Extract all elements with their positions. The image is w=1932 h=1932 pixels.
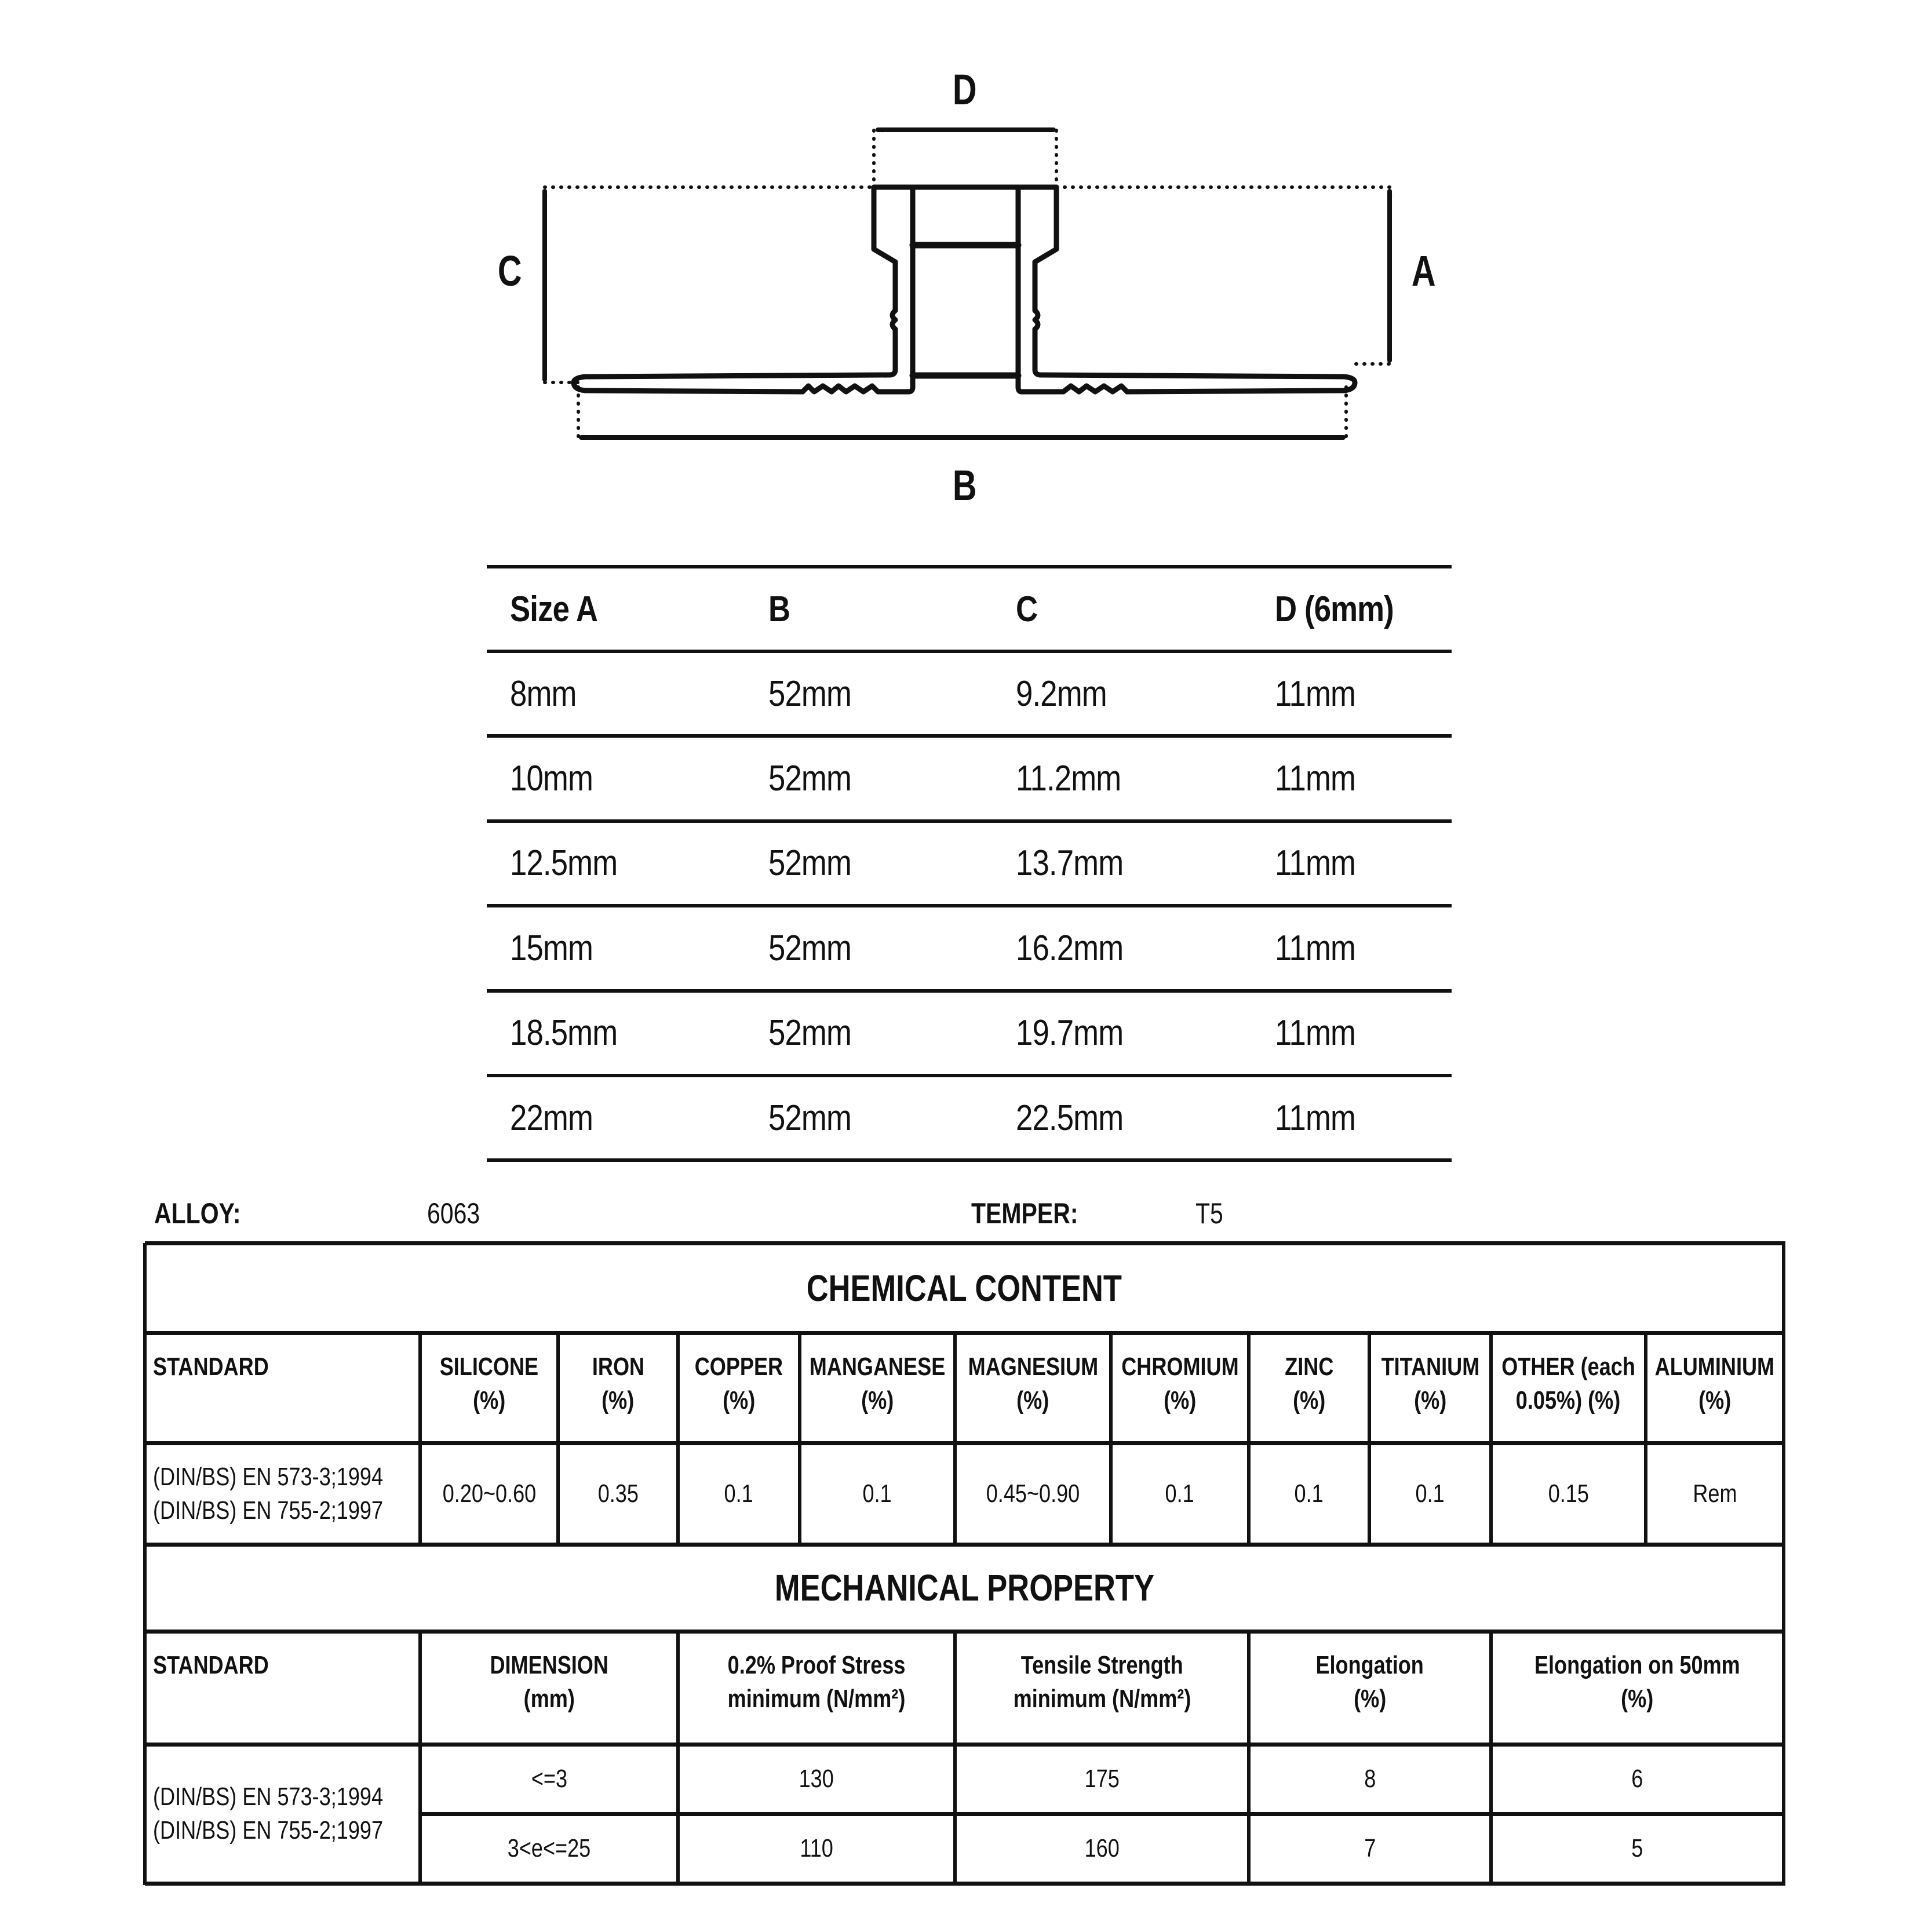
cell-text-stack (708, 1649, 925, 1716)
dimension-label-d: D (953, 65, 977, 114)
cell-b: 52mm (768, 843, 852, 884)
table-row (487, 993, 1452, 1077)
cell-text-stack (153, 1780, 433, 1847)
cell-text-stack (1642, 1350, 1788, 1417)
table-rule (1644, 1333, 1647, 1544)
cell-text: 0.2% Proof Stress (727, 1651, 906, 1679)
cell-text: (%) (472, 1386, 506, 1415)
cell-b: 52mm (768, 928, 852, 968)
chemical-value-cell (955, 1443, 1111, 1544)
cell-text: ZINC (1284, 1353, 1334, 1381)
cell-text: 0.1 (1165, 1479, 1195, 1508)
mechanical-header-cell (1249, 1631, 1491, 1744)
chemical-header-cell (955, 1333, 1111, 1443)
mechanical-value-cell (678, 1814, 955, 1883)
cell-c: 11.2mm (1016, 759, 1121, 799)
alloy-label: ALLOY: (154, 1197, 241, 1230)
cell-b: 52mm (768, 1013, 852, 1054)
chemical-value-cell (420, 1443, 558, 1544)
table-rule (1109, 1333, 1113, 1544)
cell-text: (%) (1016, 1386, 1049, 1415)
cell-text: STANDARD (153, 1353, 269, 1381)
cell-text: DIMENSION (490, 1651, 608, 1679)
table-rule (1489, 1631, 1493, 1883)
cell-text-stack (1487, 1350, 1650, 1417)
cell-text: 175 (1084, 1765, 1120, 1793)
table-rule (556, 1333, 560, 1544)
cell-b: 52mm (768, 759, 852, 799)
mechanical-value-cell (1249, 1814, 1491, 1883)
cell-text: 7 (1364, 1834, 1376, 1862)
cell-text: CHROMIUM (1121, 1353, 1239, 1381)
mechanical-value-cell (1249, 1744, 1491, 1814)
table-row (487, 907, 1452, 992)
chemical-header-cell (800, 1333, 955, 1443)
cell-text: Elongation on 50mm (1534, 1651, 1740, 1679)
table-rule (420, 1812, 1785, 1816)
cell-size-a: 12.5mm (510, 843, 618, 884)
temper-label: TEMPER: (971, 1197, 1078, 1230)
table-rule (145, 1331, 1785, 1335)
cell-text: IRON (592, 1353, 644, 1381)
cell-text: 3<e<=25 (507, 1834, 591, 1862)
cell-text: minimum (N/mm²) (1013, 1685, 1191, 1713)
cell-text: 160 (1084, 1834, 1120, 1862)
cell-text: MAGNESIUM (968, 1353, 1098, 1381)
cell-text: 0.05%) (%) (1516, 1386, 1621, 1415)
cell-text: 8 (1364, 1765, 1376, 1793)
cell-text: Tensile Strength (1020, 1651, 1183, 1679)
cell-text: 130 (799, 1765, 834, 1793)
chemical-value-cell (1249, 1443, 1369, 1544)
mechanical-header-cell (955, 1631, 1249, 1744)
size-table-header (487, 565, 1452, 653)
table-row (487, 738, 1452, 822)
cell-c: 22.5mm (1016, 1098, 1124, 1138)
table-rule (145, 1743, 1785, 1747)
temper-value: T5 (1195, 1197, 1223, 1230)
mechanical-value-cell (678, 1744, 955, 1814)
cell-text-stack (954, 1350, 1113, 1417)
cell-text: 0.1 (724, 1479, 754, 1508)
cell-text: <=3 (531, 1765, 567, 1793)
chemical-header-cell (1369, 1333, 1491, 1443)
cell-text: TITANIUM (1381, 1353, 1479, 1381)
cell-b: 52mm (768, 1098, 852, 1138)
cell-text: (%) (722, 1386, 756, 1415)
cell-text-stack (1304, 1649, 1435, 1716)
cell-text: minimum (N/mm²) (727, 1685, 906, 1713)
section-title: CHEMICAL CONTENT (806, 1267, 1122, 1309)
cell-b: 52mm (768, 673, 852, 714)
cell-c: 9.2mm (1016, 673, 1107, 714)
cell-size-a: 22mm (510, 1098, 593, 1138)
cell-text: (mm) (523, 1685, 575, 1713)
table-rule (1247, 1631, 1251, 1883)
table-rule (145, 1241, 1785, 1245)
cell-size-a: 18.5mm (510, 1013, 618, 1054)
table-rule (1247, 1333, 1251, 1544)
cell-text: (DIN/BS) EN 755-2;1997 (153, 1816, 384, 1844)
chemical-header-cell (1249, 1333, 1369, 1443)
cell-text: COPPER (694, 1353, 783, 1381)
cell-d: 11mm (1275, 1098, 1356, 1138)
mechanical-standard-cell (145, 1744, 420, 1883)
chemical-header-cell (1491, 1333, 1646, 1443)
table-rule (145, 1630, 1785, 1634)
cell-size-a: 15mm (510, 928, 593, 968)
mechanical-value-cell (420, 1744, 678, 1814)
cell-text-stack (1512, 1649, 1763, 1716)
cell-text-stack (153, 1649, 294, 1716)
table-row (487, 823, 1452, 907)
cell-text-stack (429, 1350, 549, 1417)
dimension-label-c: C (498, 247, 522, 295)
cell-text-stack (477, 1649, 621, 1716)
mechanical-value-cell (1491, 1814, 1784, 1883)
cell-size-a: 10mm (510, 759, 593, 799)
mechanical-header-cell (145, 1631, 420, 1744)
cell-text: 6 (1631, 1765, 1643, 1793)
cell-text: 0.1 (1294, 1479, 1324, 1508)
cell-text: 0.1 (1415, 1479, 1445, 1508)
cell-text-stack (1280, 1350, 1339, 1417)
cell-text: 110 (800, 1834, 833, 1862)
table-rule (145, 1543, 1785, 1547)
alloy-value: 6063 (427, 1197, 480, 1230)
table-rule (676, 1631, 680, 1883)
header-b: B (768, 589, 790, 629)
chemical-standard-cell (145, 1443, 420, 1544)
cell-text: (DIN/BS) EN 573-3;1994 (153, 1462, 384, 1491)
cell-text: ALUMINIUM (1654, 1353, 1775, 1381)
chemical-value-cell (1646, 1443, 1784, 1544)
mechanical-value-cell (955, 1744, 1249, 1814)
cell-text-stack (794, 1350, 960, 1417)
cell-text: 5 (1631, 1834, 1643, 1862)
table-rule (953, 1333, 957, 1544)
table-rule (145, 1441, 1785, 1445)
cell-d: 11mm (1275, 759, 1356, 799)
table-rule (418, 1333, 422, 1544)
table-rule (1368, 1333, 1371, 1544)
cell-text: (%) (1292, 1386, 1326, 1415)
cell-text: Rem (1692, 1479, 1737, 1508)
cell-text: 0.20~0.60 (442, 1479, 536, 1508)
cell-d: 11mm (1275, 843, 1356, 884)
cell-c: 19.7mm (1016, 1013, 1124, 1054)
chemical-content-title (145, 1243, 1784, 1333)
cell-text: STANDARD (153, 1651, 269, 1679)
table-rule (1782, 1243, 1785, 1885)
cell-text: (DIN/BS) EN 755-2;1997 (153, 1496, 384, 1525)
mechanical-header-cell (420, 1631, 678, 1744)
cell-text-stack (994, 1649, 1211, 1716)
cell-text: (%) (1698, 1386, 1731, 1415)
cell-d: 11mm (1275, 673, 1356, 714)
chemical-header-cell (1646, 1333, 1784, 1443)
cell-text: Elongation (1315, 1651, 1424, 1679)
mechanical-header-cell (1491, 1631, 1784, 1744)
chemical-header-cell (1111, 1333, 1249, 1443)
table-rule (953, 1631, 957, 1883)
mechanical-value-cell (420, 1814, 678, 1883)
chemical-value-cell (1491, 1443, 1646, 1544)
t-profile-shape (574, 187, 1355, 392)
table-rule (676, 1333, 680, 1544)
table-row (487, 653, 1452, 738)
cell-c: 13.7mm (1016, 843, 1124, 884)
cell-text: (%) (602, 1386, 635, 1415)
cell-text: (%) (861, 1386, 894, 1415)
cell-text: 0.15 (1548, 1479, 1589, 1508)
table-row (487, 1077, 1452, 1162)
cell-text-stack (586, 1350, 650, 1417)
cell-text: (%) (1413, 1386, 1447, 1415)
header-size-a: Size A (510, 589, 598, 629)
cell-text-stack (1370, 1350, 1490, 1417)
chemical-header-cell (420, 1333, 558, 1443)
size-table (487, 565, 1452, 1162)
section-title: MECHANICAL PROPERTY (774, 1567, 1154, 1609)
alloy-spec-table (145, 1243, 1784, 1883)
cell-text: 0.45~0.90 (986, 1479, 1080, 1508)
chemical-value-cell (558, 1443, 678, 1544)
header-c: C (1016, 589, 1038, 629)
cell-d: 11mm (1275, 928, 1356, 968)
cell-text-stack (153, 1460, 433, 1528)
cell-d: 11mm (1275, 1013, 1356, 1054)
table-rule (145, 1882, 1785, 1886)
cell-text: 0.35 (597, 1479, 639, 1508)
cell-text: SILICONE (439, 1353, 539, 1381)
chemical-value-cell (678, 1443, 800, 1544)
cell-text-stack (1109, 1350, 1252, 1417)
chemical-header-cell (678, 1333, 800, 1443)
cell-c: 16.2mm (1016, 928, 1124, 968)
cell-text: OTHER (each (1501, 1353, 1635, 1381)
cell-text: (DIN/BS) EN 573-3;1994 (153, 1782, 384, 1811)
mechanical-value-cell (1491, 1744, 1784, 1814)
cell-text-stack (153, 1350, 294, 1417)
table-rule (143, 1243, 147, 1885)
chemical-value-cell (1369, 1443, 1491, 1544)
cell-text: (%) (1621, 1685, 1654, 1713)
table-rule (798, 1333, 801, 1544)
chemical-value-cell (800, 1443, 955, 1544)
cell-text: (%) (1163, 1386, 1197, 1415)
chemical-header-cell (558, 1333, 678, 1443)
chemical-header-cell (145, 1333, 420, 1443)
cell-text: 0.1 (862, 1479, 892, 1508)
table-rule (418, 1631, 422, 1883)
mechanical-property-title (145, 1544, 1784, 1631)
dimension-label-a: A (1412, 247, 1436, 295)
mechanical-header-cell (678, 1631, 955, 1744)
cell-text: MANGANESE (809, 1353, 946, 1381)
dimension-label-b: B (953, 461, 977, 509)
chemical-value-cell (1111, 1443, 1249, 1544)
mechanical-value-cell (955, 1814, 1249, 1883)
cell-size-a: 8mm (510, 673, 577, 714)
table-rule (1489, 1333, 1493, 1544)
header-d: D (6mm) (1275, 589, 1394, 629)
cell-text: (%) (1353, 1685, 1387, 1713)
cell-text-stack (685, 1350, 793, 1417)
